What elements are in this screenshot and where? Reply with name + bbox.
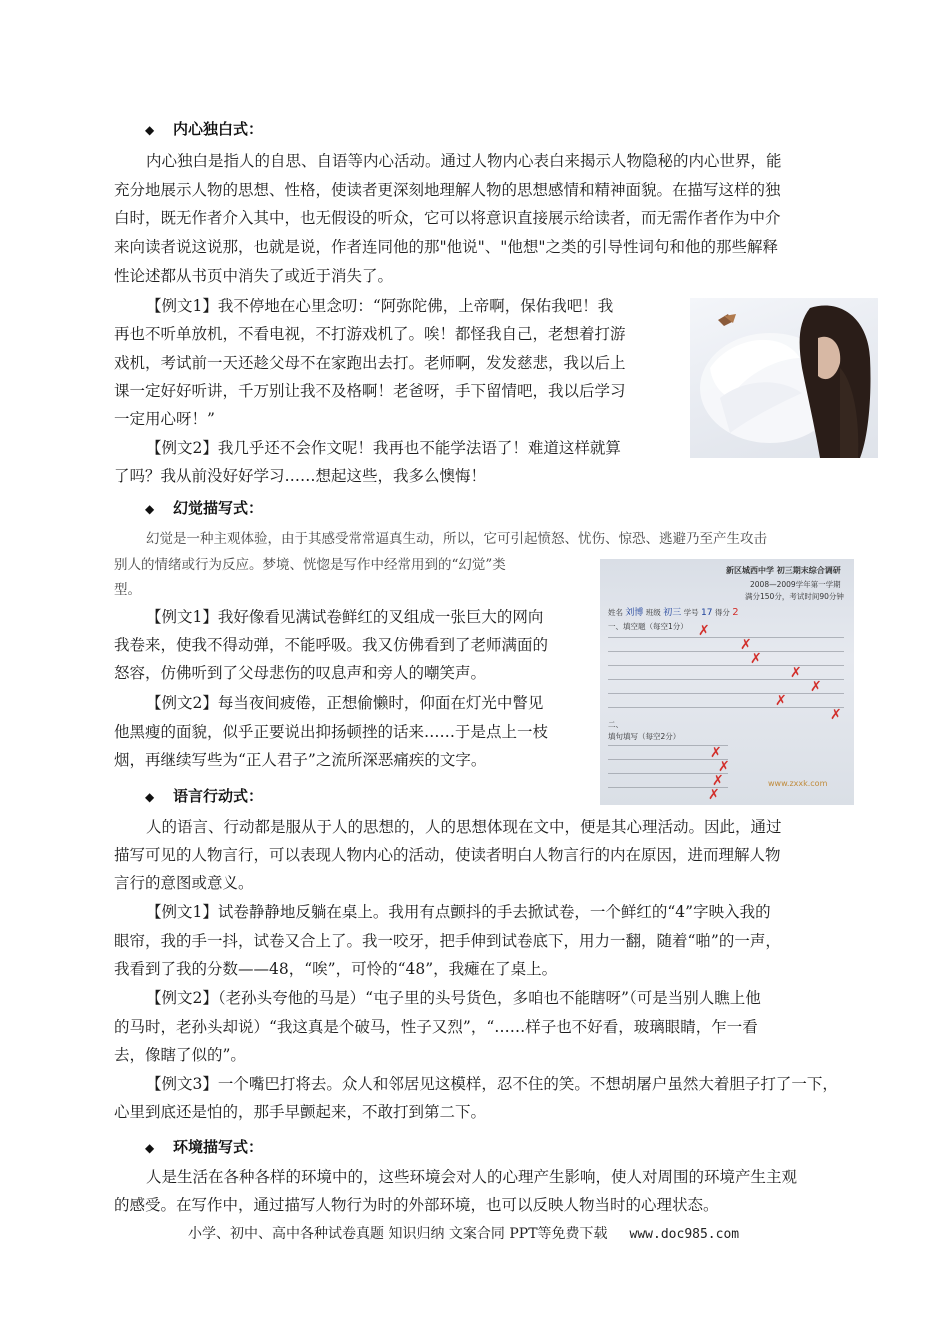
example-line: 的马时，老孙头却说）“我这真是个破马，性子又烈”，“……样子也不好看，玻璃眼睛，乍一看 — [114, 1018, 758, 1036]
heading-speech-action: ◆ 语言行动式： — [145, 787, 264, 805]
example-line: 我看到了我的分数——48，“唉”，可怜的“48”，我瘫在了桌上。 — [114, 960, 558, 978]
paragraph-line: 白时，既无作者介入其中，也无假设的听众，它可以将意识直接展示给读者，而无需作者作为中介 — [114, 209, 781, 227]
paragraph-line: 内心独白是指人的自思、自语等内心活动。通过人物内心表白来揭示人物隐秘的内心世界，能 — [146, 152, 782, 170]
page-footer — [188, 1223, 739, 1243]
example-line: 烟，再继续写些为“正人君子”之流所深恶痛疾的文字。 — [114, 751, 487, 769]
bullet-diamond-icon: ◆ — [145, 502, 155, 516]
angel-illustration-icon — [690, 298, 878, 458]
paragraph-line: 人是生活在各种各样的环境中的，这些环境会对人的心理产生影响，使人对周围的环境产生主观 — [146, 1168, 798, 1186]
paragraph-line: 言行的意图或意义。 — [114, 874, 254, 892]
example-line: 【例文1】我不停地在心里念叨：“阿弥陀佛，上帝啊，保佑我吧！我 — [146, 297, 614, 315]
heading-inner-monologue: ◆ 内心独白式： — [145, 120, 264, 138]
paragraph-line: 描写可见的人物言行，可以表现人物内心的活动，使读者明白人物言行的内在原因，进而理解人物 — [114, 846, 781, 864]
paragraph-line: 充分地展示人物的思想、性格，使读者更深刻地理解人物的思想感情和精神面貌。在描写这样的独 — [114, 181, 781, 199]
heading-hallucination: ◆ 幻觉描写式： — [145, 499, 264, 517]
example-line: 去，像瞎了似的”。 — [114, 1046, 246, 1064]
red-cross-icon: ✗ — [708, 787, 720, 803]
red-cross-icon: ✗ — [790, 665, 802, 681]
bullet-diamond-icon: ◆ — [145, 123, 155, 137]
example-line: 课一定好好听讲，千万别让我不及格啊！老爸呀，手下留情吧，我以后学习 — [114, 382, 626, 400]
paragraph-line: 的感受。在写作中，通过描写人物行为时的外部环境，也可以反映人物当时的心理状态。 — [114, 1196, 719, 1214]
red-cross-icon: ✗ — [775, 693, 787, 709]
example-line: 了吗？我从前没好好学习……想起这些，我多么懊悔！ — [114, 467, 487, 485]
bullet-diamond-icon: ◆ — [145, 1141, 155, 1155]
example-line: 心里到底还是怕的，那手早颤起来，不敢打到第二下。 — [114, 1103, 487, 1121]
example-line: 再也不听单放机，不看电视，不打游戏机了。唉！都怪我自己，老想着打游 — [114, 325, 626, 343]
example-line: 【例文1】我好像看见满试卷鲜红的叉组成一张巨大的网向 — [146, 608, 544, 626]
red-cross-icon: ✗ — [698, 623, 710, 639]
example-line: 他黑瘦的面貌，似乎正要说出抑扬顿挫的话来……于是点上一枝 — [114, 723, 549, 741]
red-cross-icon: ✗ — [830, 707, 842, 723]
example-line: 【例文2】（老孙头夸他的马是）“屯子里的头号货色，多咱也不能瞎呀”（可是当别人瞧上他 — [146, 989, 761, 1007]
example-line: 【例文2】我几乎还不会作文呢！我再也不能学法语了！难道这样就算 — [146, 439, 621, 457]
red-cross-icon: ✗ — [810, 679, 822, 695]
paragraph-line: 别人的情绪或行为反应。梦境、恍惚是写作中经常用到的“幻觉”类 — [114, 557, 506, 573]
example-line: 眼帘，我的手一抖，试卷又合上了。我一咬牙，把手伸到试卷底下，用力一翻，随着“啪”的一声， — [114, 932, 781, 950]
footer-link[interactable]: www.doc985.com — [629, 1227, 740, 1242]
paragraph-line: 性论述都从书页中消失了或近于消失了。 — [114, 267, 394, 285]
paragraph-line: 幻觉是一种主观体验，由于其感受常常逼真生动，所以，它可引起愤怒、忧伤、惊恐、逃避乃至产生攻击 — [146, 531, 767, 547]
paragraph-line: 来向读者说这说那，也就是说，作者连同他的那"他说"、"他想"之类的引导性词句和他的那些解释 — [114, 238, 779, 256]
red-cross-icon: ✗ — [740, 637, 752, 653]
paragraph-line: 人的语言、行动都是服从于人的思想的，人的思想体现在文中，便是其心理活动。因此，通过 — [146, 818, 782, 836]
example-line: 【例文3】一个嘴巴打将去。众人和邻居见这模样，忍不住的笑。不想胡屠户虽然大着胆子打了一下， — [146, 1075, 838, 1093]
heading-environment: ◆ 环境描写式： — [145, 1138, 264, 1156]
exam-paper-image: 新区城西中学 初三期末综合调研 2008—2009学年第一学期 满分150分，考试时间90分钟 姓名 刘博 班级 初三 学号 17 得分 2 一、填空题（每空1分） 二、 填句填写（每空2分） ✗ ✗ ✗ ✗ ✗ ✗ ✗ ✗ ✗ ✗ ✗ www.zxxk.com — [600, 559, 854, 805]
red-cross-icon: ✗ — [750, 651, 762, 667]
example-line: 【例文1】试卷静静地反躺在桌上。我用有点颤抖的手去掀试卷，一个鲜红的“4”字映入我的 — [146, 903, 771, 921]
red-cross-icon: ✗ — [710, 745, 722, 761]
angel-girl-image — [690, 298, 878, 458]
red-cross-icon: ✗ — [718, 759, 730, 775]
example-line: 一定用心呀！” — [114, 410, 215, 428]
example-line: 【例文2】每当夜间疲倦，正想偷懒时，仰面在灯光中瞥见 — [146, 694, 544, 712]
paragraph-line: 型。 — [114, 582, 141, 598]
bullet-diamond-icon: ◆ — [145, 790, 155, 804]
red-cross-icon: ✗ — [712, 773, 724, 789]
footer-text: 小学、初中、高中各种试卷真题 知识归纳 文案合同 PPT等免费下载 — [188, 1226, 608, 1242]
example-line: 戏机，考试前一天还趁父母不在家跑出去打。老师啊，发发慈悲，我以后上 — [114, 354, 626, 372]
example-line: 我卷来，使我不得动弹，不能呼吸。我又仿佛看到了老师满面的 — [114, 636, 549, 654]
example-line: 怒容，仿佛听到了父母悲伤的叹息声和旁人的嘲笑声。 — [114, 664, 487, 682]
